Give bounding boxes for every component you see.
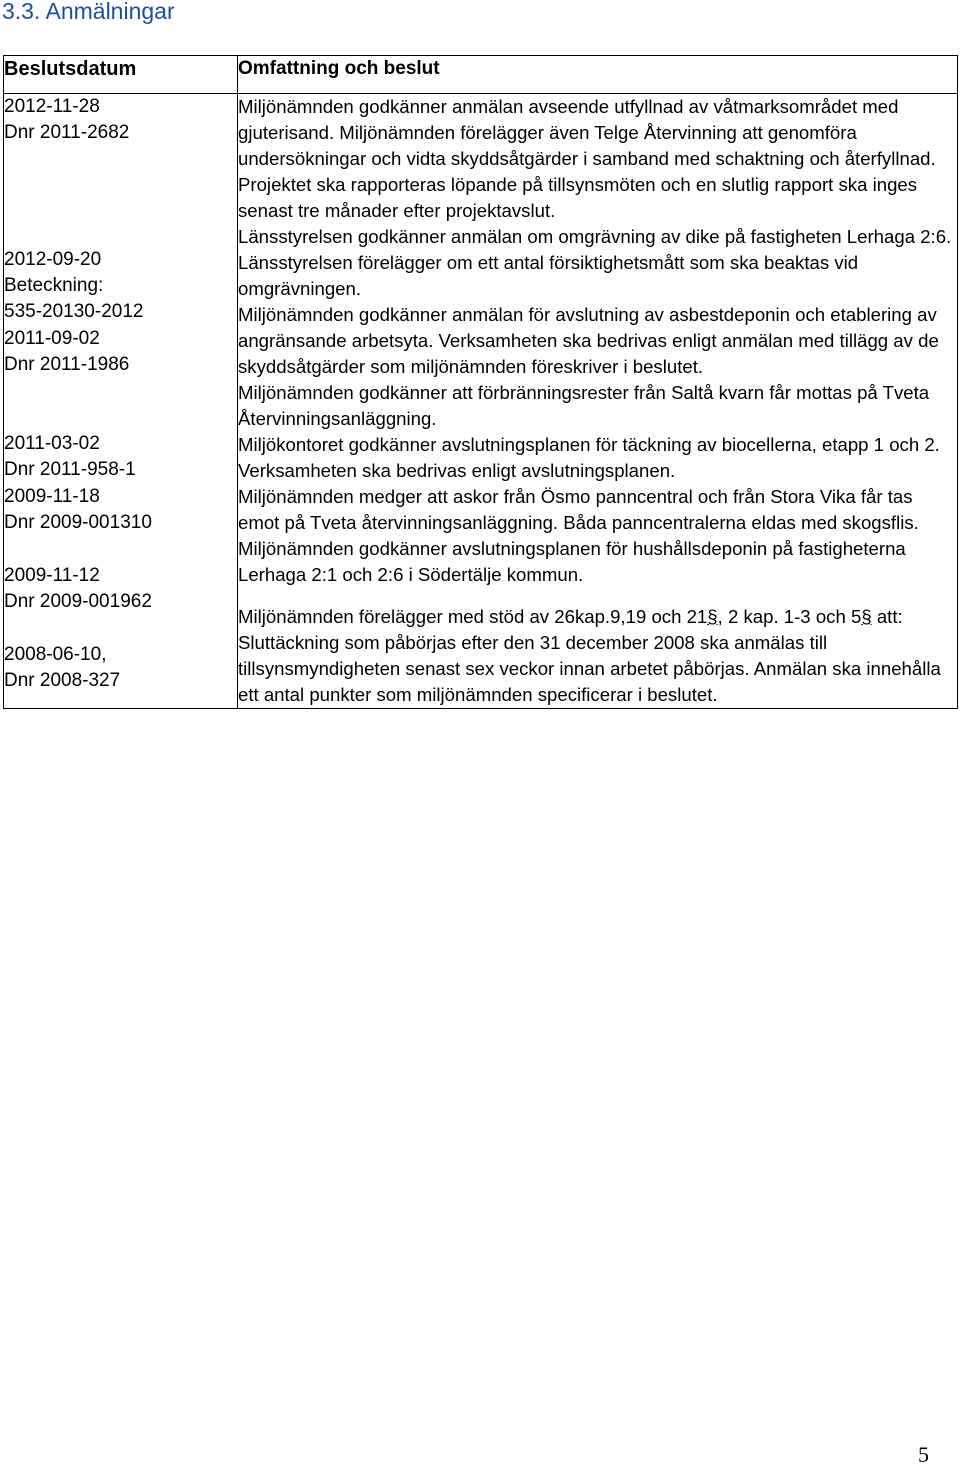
date-entry-1 — [4, 94, 237, 247]
date-entry-7 — [4, 642, 237, 694]
date-entry-6 — [4, 563, 237, 642]
date-entry-2 — [4, 247, 237, 326]
description-entry-4: Miljönämnden godkänner att förbränningsrester från Saltå kvarn får mottas på Tveta Återvinningsanläggning. — [238, 382, 930, 429]
date-text: 2012-09-20 — [4, 249, 102, 270]
section-sign: § — [707, 606, 718, 627]
description-entry-3: Miljönämnden godkänner anmälan för avslutning av asbestdeponin och etablering av angränsande arbetsyta. Verksamheten ska bedrivas enligt anmälan med tillägg av de skyddsåtgärder som miljönämnden föreskriver i beslutet. — [238, 304, 939, 377]
date-entry-5 — [4, 484, 237, 563]
page-number: 5 — [918, 1442, 929, 1467]
descriptions-column — [238, 94, 958, 709]
description-entry-8 — [238, 604, 957, 708]
table-header-row — [4, 56, 958, 94]
date-text: 2008-06-10, — [4, 644, 107, 665]
date-text: 2011-09-02 — [4, 328, 100, 349]
description-text: att: Sluttäckning som påbörjas efter den 31 december 2008 ska anmälas till tillsynsmyndigheten senast sex veckor innan arbetet påbörjas. Anmälan ska innehålla ett antal punkter som miljönämnden specificerar i beslutet. — [238, 606, 941, 705]
table-body-row — [4, 94, 958, 709]
reference-text: Dnr 2011-958-1 — [4, 459, 136, 480]
date-text: 2009-11-12 — [4, 565, 100, 586]
date-text: 2011-03-02 — [4, 433, 100, 454]
reference-text: Dnr 2008-327 — [4, 670, 121, 691]
description-entry-5: Miljökontoret godkänner avslutningsplanen för täckning av biocellerna, etapp 1 och 2. Verksamheten ska bedrivas enligt avslutningsplanen. — [238, 434, 940, 481]
description-entry-1: Miljönämnden godkänner anmälan avseende utfyllnad av våtmarksområdet med gjuterisand. Miljönämnden förelägger även Telge Återvinning att genomföra undersökningar och vidta skyddsåtgärder i samband med schaktning och återfyllnad. Projektet ska rapporteras löpande på tillsynsmöten och en slutlig rapport ska inges senast tre månader efter projektavslut. — [238, 96, 936, 221]
notifications-table — [3, 55, 958, 709]
reference-text: Dnr 2011-2682 — [4, 122, 130, 143]
spacer — [238, 588, 957, 604]
reference-text: Dnr 2009-001310 — [4, 512, 152, 533]
date-text: 2009-11-18 — [4, 486, 100, 507]
description-entry-6: Miljönämnden medger att askor från Ösmo panncentral och från Stora Vika får tas emot på Tveta återvinningsanläggning. Båda panncentralerna eldas med skogsflis. — [238, 486, 919, 533]
date-entry-4 — [4, 431, 237, 484]
section-heading: 3.3. Anmälningar — [2, 0, 175, 24]
description-text: Miljönämnden förelägger med stöd av 26kap.9,19 och 21 — [238, 606, 708, 627]
description-entry-7: Miljönämnden godkänner avslutningsplanen för hushållsdeponin på fastigheterna Lerhaga 2:1 och 2:6 i Södertälje kommun. — [238, 538, 906, 585]
description-entry-2: Länsstyrelsen godkänner anmälan om omgrävning av dike på fastigheten Lerhaga 2:6. Länsstyrelsen förelägger om ett antal försiktighetsmått som ska beaktas vid omgrävningen. — [238, 226, 952, 299]
header-scope-decision: Omfattning och beslut — [238, 56, 958, 94]
reference-text: Beteckning: — [4, 275, 104, 296]
section-sign: § — [861, 606, 872, 627]
reference-text: Dnr 2011-1986 — [4, 354, 130, 375]
description-text: , 2 kap. 1-3 och 5 — [717, 606, 862, 627]
date-entry-3 — [4, 326, 237, 431]
header-decision-date: Beslutsdatum — [4, 56, 238, 94]
reference-text: 535-20130-2012 — [4, 301, 144, 322]
date-text: 2012-11-28 — [4, 96, 100, 117]
dates-column — [4, 94, 238, 709]
reference-text: Dnr 2009-001962 — [4, 591, 152, 612]
